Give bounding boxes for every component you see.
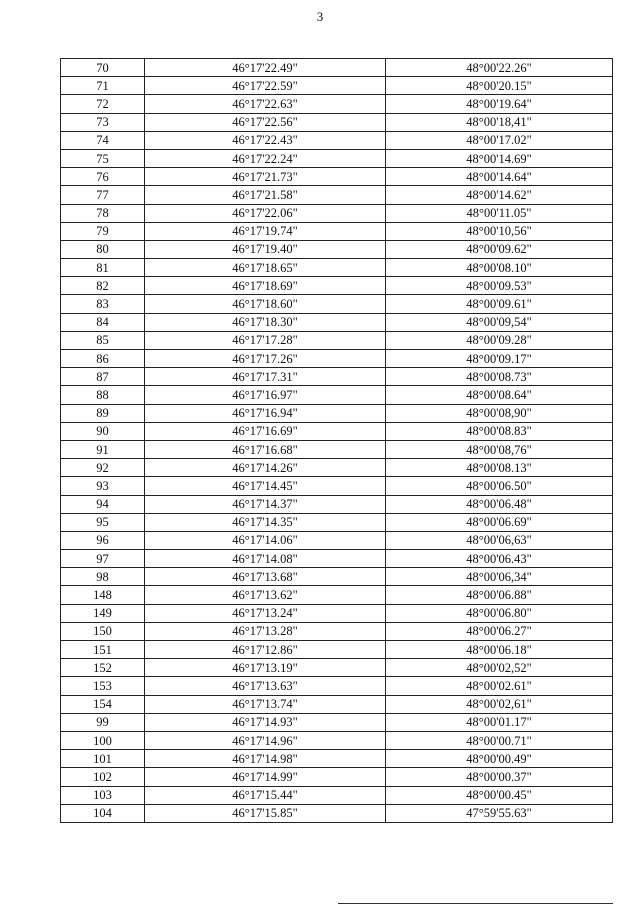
latitude-cell: 46°17'13.63": [145, 677, 386, 695]
point-number-cell: 71: [61, 77, 145, 95]
point-number-cell: 85: [61, 331, 145, 349]
latitude-cell: 46°17'14.99": [145, 768, 386, 786]
latitude-cell: 46°17'18.60": [145, 295, 386, 313]
table-row: [61, 440, 613, 458]
longitude-cell: 48°00'06.43": [386, 550, 613, 568]
point-number-cell: 96: [61, 531, 145, 549]
point-number-cell: 97: [61, 550, 145, 568]
longitude-cell: 48°00'14.69": [386, 149, 613, 167]
point-number-cell: 99: [61, 713, 145, 731]
latitude-cell: 46°17'16.69": [145, 422, 386, 440]
latitude-cell: 46°17'14.26": [145, 459, 386, 477]
latitude-cell: 46°17'15.44": [145, 786, 386, 804]
table-row: [61, 149, 613, 167]
longitude-cell: 48°00'09.17": [386, 350, 613, 368]
longitude-cell: 48°00'02,52": [386, 659, 613, 677]
longitude-cell: 48°00'08,76": [386, 440, 613, 458]
latitude-cell: 46°17'14.96": [145, 731, 386, 749]
point-number-cell: 75: [61, 149, 145, 167]
point-number-cell: 89: [61, 404, 145, 422]
table-row: [61, 368, 613, 386]
point-number-cell: 93: [61, 477, 145, 495]
table-row: [61, 331, 613, 349]
table-row: [61, 168, 613, 186]
table-row: [61, 586, 613, 604]
longitude-cell: 48°00'08,90": [386, 404, 613, 422]
table-row: [61, 459, 613, 477]
point-number-cell: 153: [61, 677, 145, 695]
longitude-cell: 48°00'18,41": [386, 113, 613, 131]
longitude-cell: 48°00'06.69": [386, 513, 613, 531]
latitude-cell: 46°17'15.85": [145, 804, 386, 822]
point-number-cell: 80: [61, 240, 145, 258]
point-number-cell: 152: [61, 659, 145, 677]
table-row: [61, 113, 613, 131]
longitude-cell: 48°00'09,54": [386, 313, 613, 331]
latitude-cell: 46°17'16.97": [145, 386, 386, 404]
point-number-cell: 154: [61, 695, 145, 713]
latitude-cell: 46°17'13.19": [145, 659, 386, 677]
point-number-cell: 76: [61, 168, 145, 186]
longitude-cell: 48°00'00.45": [386, 786, 613, 804]
latitude-cell: 46°17'22.24": [145, 149, 386, 167]
longitude-cell: 48°00'09.61": [386, 295, 613, 313]
point-number-cell: 148: [61, 586, 145, 604]
point-number-cell: 103: [61, 786, 145, 804]
point-number-cell: 84: [61, 313, 145, 331]
table-row: [61, 422, 613, 440]
longitude-cell: 47°59'55.63": [386, 804, 613, 822]
latitude-cell: 46°17'21.73": [145, 168, 386, 186]
point-number-cell: 98: [61, 568, 145, 586]
latitude-cell: 46°17'22.06": [145, 204, 386, 222]
point-number-cell: 72: [61, 95, 145, 113]
longitude-cell: 48°00'01.17": [386, 713, 613, 731]
table-row: [61, 277, 613, 295]
latitude-cell: 46°17'17.31": [145, 368, 386, 386]
point-number-cell: 102: [61, 768, 145, 786]
point-number-cell: 83: [61, 295, 145, 313]
table-row: [61, 204, 613, 222]
table-row: [61, 750, 613, 768]
point-number-cell: 92: [61, 459, 145, 477]
longitude-cell: 48°00'19.64": [386, 95, 613, 113]
longitude-cell: 48°00'08.13": [386, 459, 613, 477]
longitude-cell: 48°00'14.64": [386, 168, 613, 186]
table-row: [61, 495, 613, 513]
point-number-cell: 79: [61, 222, 145, 240]
point-number-cell: 90: [61, 422, 145, 440]
longitude-cell: 48°00'00.71": [386, 731, 613, 749]
longitude-cell: 48°00'02.61": [386, 677, 613, 695]
longitude-cell: 48°00'09.53": [386, 277, 613, 295]
table-row: [61, 350, 613, 368]
point-number-cell: 70: [61, 59, 145, 77]
latitude-cell: 46°17'14.98": [145, 750, 386, 768]
latitude-cell: 46°17'13.28": [145, 622, 386, 640]
table-row: [61, 240, 613, 258]
longitude-cell: 48°00'06.18": [386, 641, 613, 659]
latitude-cell: 46°17'22.56": [145, 113, 386, 131]
latitude-cell: 46°17'21.58": [145, 186, 386, 204]
table-row: [61, 604, 613, 622]
latitude-cell: 46°17'14.06": [145, 531, 386, 549]
point-number-cell: 94: [61, 495, 145, 513]
longitude-cell: 48°00'06,63": [386, 531, 613, 549]
latitude-cell: 46°17'13.24": [145, 604, 386, 622]
latitude-cell: 46°17'19.40": [145, 240, 386, 258]
point-number-cell: 81: [61, 259, 145, 277]
latitude-cell: 46°17'17.26": [145, 350, 386, 368]
page-number: 3: [316, 9, 324, 24]
latitude-cell: 46°17'18.30": [145, 313, 386, 331]
latitude-cell: 46°17'17.28": [145, 331, 386, 349]
table-row: [61, 404, 613, 422]
latitude-cell: 46°17'22.59": [145, 77, 386, 95]
latitude-cell: 46°17'14.37": [145, 495, 386, 513]
table-row: [61, 386, 613, 404]
point-number-cell: 86: [61, 350, 145, 368]
point-number-cell: 88: [61, 386, 145, 404]
longitude-cell: 48°00'14.62": [386, 186, 613, 204]
longitude-cell: 48°00'00.49": [386, 750, 613, 768]
longitude-cell: 48°00'06.48": [386, 495, 613, 513]
table-row: [61, 222, 613, 240]
table-row: [61, 131, 613, 149]
table-row: [61, 95, 613, 113]
coordinates-table-body: [61, 59, 613, 823]
table-row: [61, 641, 613, 659]
latitude-cell: 46°17'18.69": [145, 277, 386, 295]
table-row: [61, 295, 613, 313]
table-row: [61, 477, 613, 495]
coordinates-table: [60, 58, 613, 823]
longitude-cell: 48°00'02,61": [386, 695, 613, 713]
table-row: [61, 186, 613, 204]
latitude-cell: 46°17'16.94": [145, 404, 386, 422]
table-row: [61, 550, 613, 568]
table-row: [61, 659, 613, 677]
footer-rule: [338, 903, 613, 904]
table-row: [61, 59, 613, 77]
latitude-cell: 46°17'22.63": [145, 95, 386, 113]
point-number-cell: 78: [61, 204, 145, 222]
latitude-cell: 46°17'14.93": [145, 713, 386, 731]
point-number-cell: 104: [61, 804, 145, 822]
latitude-cell: 46°17'13.68": [145, 568, 386, 586]
table-row: [61, 677, 613, 695]
table-row: [61, 77, 613, 95]
latitude-cell: 46°17'16.68": [145, 440, 386, 458]
point-number-cell: 149: [61, 604, 145, 622]
latitude-cell: 46°17'22.43": [145, 131, 386, 149]
table-row: [61, 259, 613, 277]
longitude-cell: 48°00'06.27": [386, 622, 613, 640]
table-row: [61, 731, 613, 749]
latitude-cell: 46°17'19.74": [145, 222, 386, 240]
longitude-cell: 48°00'06,34": [386, 568, 613, 586]
point-number-cell: 87: [61, 368, 145, 386]
latitude-cell: 46°17'14.35": [145, 513, 386, 531]
table-row: [61, 786, 613, 804]
longitude-cell: 48°00'08.64": [386, 386, 613, 404]
longitude-cell: 48°00'08.83": [386, 422, 613, 440]
latitude-cell: 46°17'14.08": [145, 550, 386, 568]
point-number-cell: 74: [61, 131, 145, 149]
longitude-cell: 48°00'09.62": [386, 240, 613, 258]
latitude-cell: 46°17'14.45": [145, 477, 386, 495]
longitude-cell: 48°00'17.02": [386, 131, 613, 149]
latitude-cell: 46°17'22.49": [145, 59, 386, 77]
longitude-cell: 48°00'00.37": [386, 768, 613, 786]
table-row: [61, 622, 613, 640]
point-number-cell: 91: [61, 440, 145, 458]
point-number-cell: 151: [61, 641, 145, 659]
table-row: [61, 804, 613, 822]
longitude-cell: 48°00'06.80": [386, 604, 613, 622]
point-number-cell: 95: [61, 513, 145, 531]
point-number-cell: 73: [61, 113, 145, 131]
longitude-cell: 48°00'06.88": [386, 586, 613, 604]
point-number-cell: 101: [61, 750, 145, 768]
table-row: [61, 313, 613, 331]
longitude-cell: 48°00'09.28": [386, 331, 613, 349]
longitude-cell: 48°00'06.50": [386, 477, 613, 495]
point-number-cell: 100: [61, 731, 145, 749]
longitude-cell: 48°00'22.26": [386, 59, 613, 77]
latitude-cell: 46°17'13.74": [145, 695, 386, 713]
longitude-cell: 48°00'08.10": [386, 259, 613, 277]
latitude-cell: 46°17'12.86": [145, 641, 386, 659]
longitude-cell: 48°00'20.15": [386, 77, 613, 95]
table-row: [61, 568, 613, 586]
table-row: [61, 695, 613, 713]
table-row: [61, 713, 613, 731]
longitude-cell: 48°00'08.73": [386, 368, 613, 386]
longitude-cell: 48°00'11.05": [386, 204, 613, 222]
point-number-cell: 77: [61, 186, 145, 204]
point-number-cell: 82: [61, 277, 145, 295]
table-row: [61, 513, 613, 531]
longitude-cell: 48°00'10,56": [386, 222, 613, 240]
latitude-cell: 46°17'13.62": [145, 586, 386, 604]
point-number-cell: 150: [61, 622, 145, 640]
table-row: [61, 531, 613, 549]
latitude-cell: 46°17'18.65": [145, 259, 386, 277]
table-row: [61, 768, 613, 786]
